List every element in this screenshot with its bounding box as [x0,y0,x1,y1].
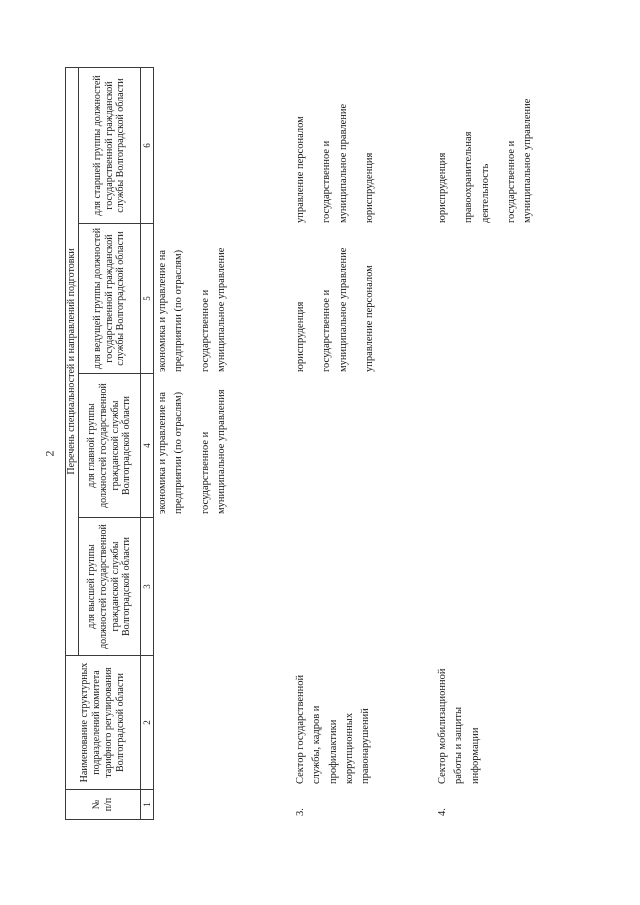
page-number: 2 [42,450,57,457]
header-num: № п/п [66,790,141,820]
col-number-2: 2 [141,656,154,790]
specialty-item: управление персоналом [295,116,306,223]
col-number-1: 1 [141,790,154,820]
unit-name: Сектор государственной службы, кадров и профилактики коррупционных правонарушений [295,674,372,784]
row-number: 4. [437,808,448,816]
col-number-6: 6 [141,67,154,223]
specialty-item: государственное и муниципальное управление [505,98,534,223]
specialty-item: юриспруденция [437,152,448,223]
row-number: 3. [295,808,306,816]
senior-group-cell [293,73,388,223]
col-number-5: 5 [141,224,154,374]
leading-group-cell [293,229,388,372]
specialty-item: государственное и муниципальное управления [199,389,227,514]
specialties-table-header [65,67,154,820]
specialty-item: управление персоналом [363,265,375,372]
header-unit-name: Наименование структурных подразделений комитета тарифного регулирования Волгоградской области [66,656,141,790]
rotated-table-region [65,68,610,820]
header-group-title: Перечень специальностей и направлений подготовки [66,67,79,655]
col-number-4: 4 [141,374,154,518]
leading-group-cell [155,229,240,372]
col-number-3: 3 [141,518,154,656]
specialty-item: юриспруденция [295,301,306,372]
specialty-item: экономика и управление на предприятии (по отраслям) [157,391,185,514]
specialty-item: юриспруденция [363,152,375,223]
header-leading-group: для ведущей группы должностей государственной гражданской службы Волгоградской области [79,224,141,374]
unit-name: Сектор мобилизационной работы и защиты информации [437,668,481,784]
main-group-cell [155,378,240,514]
specialty-item: государственное и муниципальное правление [321,103,349,223]
specialty-item: правоохранительная деятельность [463,131,491,223]
specialty-item: государственное и муниципальное управление [199,247,227,372]
header-main-group: для главной группы должностей государственной гражданской службы Волгоградской области [79,374,141,518]
senior-group-cell [435,73,546,223]
header-senior-group: для старшей группы должностей государственной гражданской службы Волгоградской области [79,67,141,223]
specialty-item: экономика и управление на предприятии (по отраслям) [157,249,185,372]
specialty-item: государственное и муниципальное управление [321,247,349,372]
header-highest-group: для высшей группы должностей государственной гражданской службы Волгоградской области [79,518,141,656]
